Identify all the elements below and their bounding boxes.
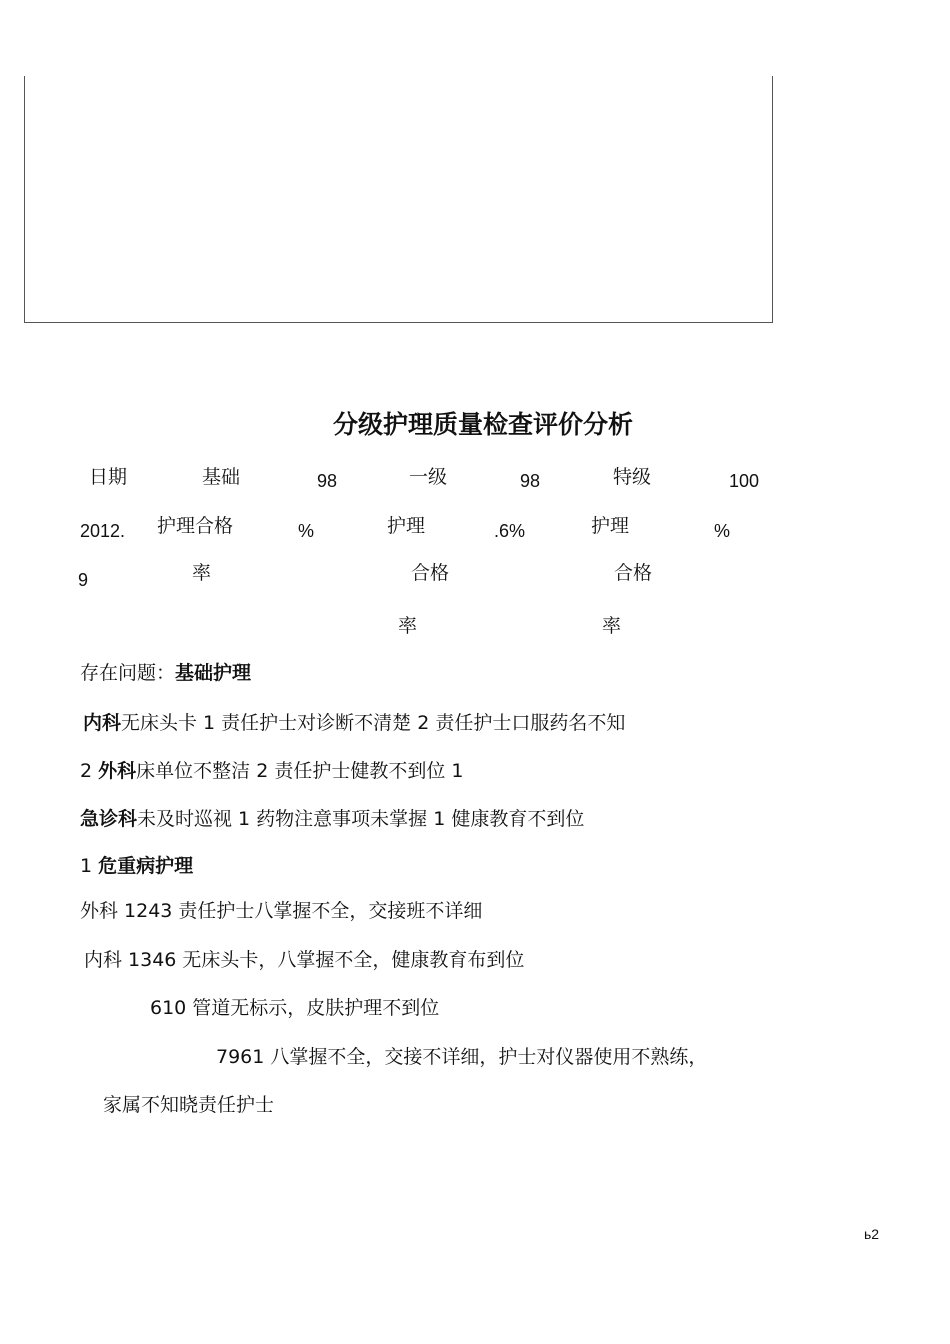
critical-7961-line: 7961 八掌握不全，交接不详细，护士对仪器使用不熟练， <box>216 1046 708 1068</box>
issues-intro: 存在问题： <box>80 662 176 684</box>
surgery-dept-line <box>80 759 463 783</box>
emergency-dept-text: 未及时巡视 1 药物注意事项未掌握 1 健康教育不到位 <box>137 808 585 830</box>
critical-internal-line: 内科 1346 无床头卡，八掌握不全，健康教育布到位 <box>84 949 525 971</box>
internal-dept-text: 无床头卡 1 责任护士对诊断不清楚 2 责任护士口服药名不知 <box>121 712 626 734</box>
surgery-prefix: 2 <box>80 760 99 782</box>
blank-frame <box>24 76 773 323</box>
issues-line <box>80 661 251 685</box>
basic-label-1: 基础 <box>202 466 241 488</box>
surgery-dept-text: 床单位不整洁 2 责任护士健教不到位 1 <box>136 760 464 782</box>
date-value-1: 2012. <box>80 521 126 541</box>
surgery-dept-label: 外科 <box>98 760 137 782</box>
critical-family-line: 家属不知晓责任护士 <box>103 1094 275 1116</box>
special-label-3: 合格 <box>614 562 653 584</box>
basic-label-3: 率 <box>192 562 212 584</box>
special-rate-2: % <box>714 521 731 541</box>
critical-prefix: 1 <box>80 855 99 877</box>
special-rate-1: 100 <box>729 471 760 491</box>
basic-label-2: 护理合格 <box>157 515 234 537</box>
critical-surgery-line: 外科 1243 责任护士八掌握不全，交接班不详细 <box>80 900 483 922</box>
special-label-1: 特级 <box>613 466 652 488</box>
critical-610-line: 610 管道无标示，皮肤护理不到位 <box>150 997 440 1019</box>
internal-dept-label: 内科 <box>83 712 122 734</box>
level1-label-2: 护理 <box>387 515 426 537</box>
emergency-dept-label: 急诊科 <box>80 808 138 830</box>
emergency-dept-line <box>80 807 584 831</box>
basic-rate-1: 98 <box>317 471 338 491</box>
document-title: 分级护理质量检查评价分析 <box>333 410 634 439</box>
date-value-2: 9 <box>78 570 89 590</box>
level1-label-1: 一级 <box>409 466 448 488</box>
internal-dept-line <box>83 711 625 735</box>
level1-rate-2: .6% <box>494 521 526 541</box>
level1-rate-1: 98 <box>520 471 541 491</box>
special-label-4: 率 <box>602 615 622 637</box>
special-label-2: 护理 <box>591 515 630 537</box>
level1-label-4: 率 <box>398 615 418 637</box>
date-label: 日期 <box>89 466 128 488</box>
page-number: ь2 <box>864 1226 880 1242</box>
basic-rate-2: % <box>298 521 315 541</box>
basic-care-heading: 基础护理 <box>175 662 252 684</box>
critical-care-line <box>80 854 193 878</box>
critical-care-heading: 危重病护理 <box>98 855 194 877</box>
level1-label-3: 合格 <box>411 562 450 584</box>
